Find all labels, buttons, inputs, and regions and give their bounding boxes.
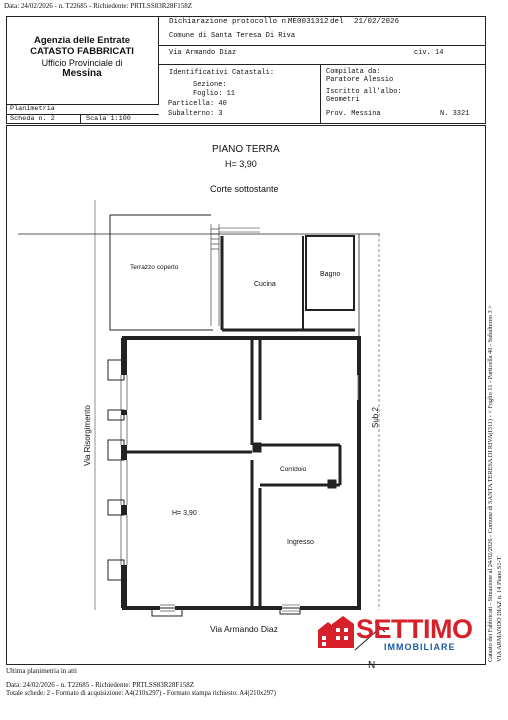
protocol-number: ME0031312 bbox=[288, 18, 329, 26]
sub2-label: Sub.2 bbox=[371, 407, 380, 428]
scheda-label: Scheda n. 2 bbox=[10, 115, 55, 123]
catasto-title: CATASTO FABBRICATI bbox=[30, 45, 134, 57]
logo-word-settimo: SETTIMO bbox=[356, 614, 473, 644]
iscrizione-number: N. 3321 bbox=[440, 110, 470, 118]
header-stamp: Data: 24/02/2026 - n. T22685 - Richiedente: PRTLSS83R28F158Z bbox=[4, 2, 193, 10]
iscritto-label: Iscritto all'albo: bbox=[326, 88, 402, 96]
settimo-logo-icon bbox=[316, 614, 356, 650]
identificativi-label: Identificativi Catastali: bbox=[169, 69, 275, 77]
particella: Particella: 40 bbox=[168, 100, 227, 108]
via-diaz-label: Via Armando Diaz bbox=[210, 624, 278, 634]
ufficio-city: Messina bbox=[62, 68, 102, 80]
footer-stamp: Data: 24/02/2026 - n. T22685 - Richiedente: PRTLSS83R28F158Z bbox=[6, 681, 195, 689]
ingresso-label: Ingresso bbox=[287, 539, 314, 546]
cucina-label: Cucina bbox=[254, 281, 276, 288]
sezione: Sezione: bbox=[193, 81, 227, 89]
scala-label: Scala 1:100 bbox=[86, 115, 131, 123]
protocol-del: del bbox=[330, 18, 344, 26]
logo-word-immobiliare: IMMOBILIARE bbox=[384, 642, 456, 652]
via-risorgimento-label: Via Risorgimento bbox=[83, 405, 92, 466]
room-height-label: H= 3,90 bbox=[172, 510, 197, 517]
planimetria-label: Planimetria bbox=[10, 105, 55, 113]
comune: Comune di Santa Teresa Di Riva bbox=[169, 32, 296, 40]
footer-totals: Totale schede: 2 - Formato di acquisizione: A4(210x297) - Formato stampa richiesto: A4(210x297) bbox=[6, 690, 276, 697]
footer-last-plan: Ultima planimetria in atti bbox=[6, 667, 77, 675]
side-text-line2: VIA ARMANDO DIAZ n. 14 Piano S1-T bbox=[496, 556, 503, 662]
corte-label: Corte sottostante bbox=[210, 184, 279, 194]
protocol-date: 21/02/2026 bbox=[354, 18, 400, 26]
provincia: Prov. Messina bbox=[326, 110, 381, 118]
address: Via Armando Diaz bbox=[169, 49, 237, 57]
bagno-label: Bagno bbox=[320, 271, 341, 278]
compilata-name: Paratore Alessio bbox=[326, 76, 394, 84]
floor-title: PIANO TERRA bbox=[212, 144, 280, 155]
protocol-label: Dichiarazione protocollo n. bbox=[169, 18, 291, 26]
ufficio-label: Ufficio Provinciale di bbox=[41, 57, 123, 68]
civico: civ. 14 bbox=[414, 49, 444, 57]
floor-height: H= 3,90 bbox=[225, 159, 257, 169]
agency-name: Agenzia delle Entrate bbox=[33, 35, 131, 46]
subalterno: Subalterno: 3 bbox=[168, 110, 223, 118]
side-text-line1: Catasto dei Fabbricati - Situazione al 24/02/2026 - Comune di SANTA TERESA DI RIVA(I311) - < Foglio 11 - Particella 40 - Subalterno 3 > bbox=[487, 305, 494, 662]
foglio: Foglio: 11 bbox=[193, 90, 236, 98]
compilata-label: Compilata da: bbox=[326, 68, 381, 76]
corridoio-label: Corridoio bbox=[280, 466, 307, 473]
north-arrow-label: N bbox=[368, 660, 376, 671]
terrazzo-label: Terrazzo coperto bbox=[130, 264, 179, 271]
iscritto-value: Geometri bbox=[326, 96, 360, 104]
